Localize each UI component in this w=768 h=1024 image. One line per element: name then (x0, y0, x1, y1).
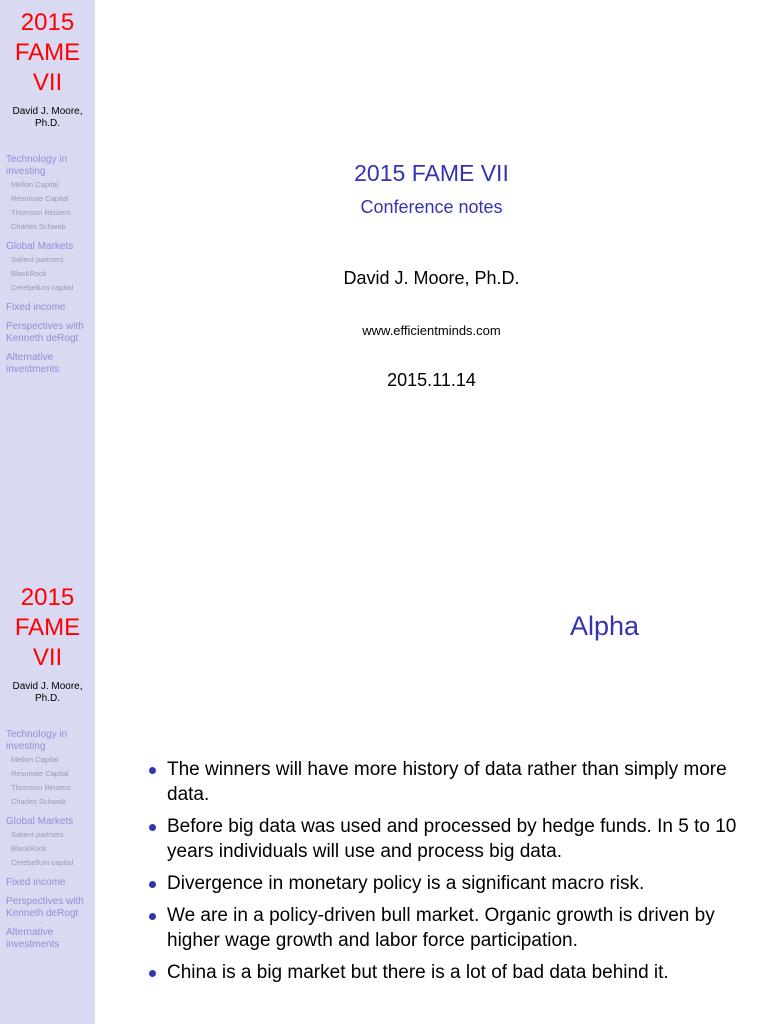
sidebar-author: David J. Moore, Ph.D. (12, 106, 83, 129)
nav-alternative-investments[interactable]: Alternative investments (6, 352, 60, 375)
sidebar-title-line2: FAME (14, 39, 81, 66)
nav-mellon-capital[interactable]: Mellon Capital (11, 180, 59, 189)
sidebar (0, 575, 95, 1024)
sidebar-author: David J. Moore, Ph.D. (12, 681, 83, 704)
presentation-author: David J. Moore, Ph.D. (343, 268, 520, 288)
nav-salient-partners[interactable]: Salient partners (11, 255, 64, 264)
nav-global-markets[interactable]: Global Markets (6, 241, 74, 252)
nav-salient-partners[interactable]: Salient partners (11, 830, 64, 839)
presentation-title: 2015 FAME VII (354, 160, 509, 186)
slide-title: Alpha (570, 611, 640, 641)
alpha-slide (0, 575, 768, 1024)
sidebar-title-line1: 2015 (20, 584, 75, 611)
bullet-list (145, 757, 745, 992)
nav-perspectives[interactable]: Perspectives with Kenneth deRogt (6, 896, 84, 919)
nav-cerebellum-capital[interactable]: Cerebellum capital (11, 283, 74, 292)
bullet-text: China is a big market but there is a lot of bad data behind it. (167, 962, 669, 983)
sidebar-nav (0, 729, 95, 951)
sidebar-title (0, 8, 95, 98)
presentation-subtitle: Conference notes (360, 197, 503, 217)
nav-blackrock[interactable]: BlackRock (11, 844, 47, 853)
nav-technology-in-investing[interactable]: Technology in investing (6, 729, 68, 752)
bullet-text: Before big data was used and processed by hedge funds. In 5 to 10 years individuals will use and process big data. (167, 816, 737, 862)
nav-fixed-income[interactable]: Fixed income (6, 302, 66, 313)
nav-technology-in-investing[interactable]: Technology in investing (6, 154, 68, 177)
nav-mellon-capital[interactable]: Mellon Capital (11, 755, 59, 764)
bullet-item (145, 814, 745, 864)
sidebar-nav (0, 154, 95, 376)
bullet-text: Divergence in monetary policy is a significant macro risk. (167, 873, 645, 894)
bullet-dot-icon (149, 767, 156, 774)
nav-resonate-capital[interactable]: Resonate Capital (11, 194, 69, 203)
bullet-dot-icon (149, 881, 156, 888)
nav-cerebellum-capital[interactable]: Cerebellum capital (11, 858, 74, 867)
nav-perspectives[interactable]: Perspectives with Kenneth deRogt (6, 321, 84, 344)
nav-thomson-reuters[interactable]: Thomson Reuters (11, 783, 71, 792)
bullet-item (145, 903, 745, 953)
nav-thomson-reuters[interactable]: Thomson Reuters (11, 208, 71, 217)
sidebar-title (0, 583, 95, 673)
nav-blackrock[interactable]: BlackRock (11, 269, 47, 278)
nav-charles-schwab[interactable]: Charles Schwab (11, 797, 66, 806)
sidebar-title-line1: 2015 (20, 9, 75, 36)
nav-fixed-income[interactable]: Fixed income (6, 877, 66, 888)
nav-charles-schwab[interactable]: Charles Schwab (11, 222, 66, 231)
bullet-text: The winners will have more history of data rather than simply more data. (167, 759, 727, 805)
sidebar (0, 0, 95, 575)
bullet-text: We are in a policy-driven bull market. Organic growth is driven by higher wage growth and labor force participation. (167, 905, 715, 951)
bullet-item (145, 757, 745, 807)
bullet-dot-icon (149, 913, 156, 920)
presentation-url[interactable]: www.efficientminds.com (362, 323, 501, 338)
bullet-item (145, 960, 745, 985)
alpha-slide-content (95, 575, 768, 1024)
presentation-date: 2015.11.14 (387, 370, 476, 390)
sidebar-title-line3: VII (32, 69, 63, 96)
bullet-dot-icon (149, 824, 156, 831)
title-slide-content (95, 0, 768, 575)
sidebar-title-line2: FAME (14, 614, 81, 641)
nav-resonate-capital[interactable]: Resonate Capital (11, 769, 69, 778)
sidebar-title-line3: VII (32, 644, 63, 671)
nav-global-markets[interactable]: Global Markets (6, 816, 74, 827)
bullet-item (145, 871, 745, 896)
bullet-dot-icon (149, 970, 156, 977)
nav-alternative-investments[interactable]: Alternative investments (6, 927, 60, 950)
